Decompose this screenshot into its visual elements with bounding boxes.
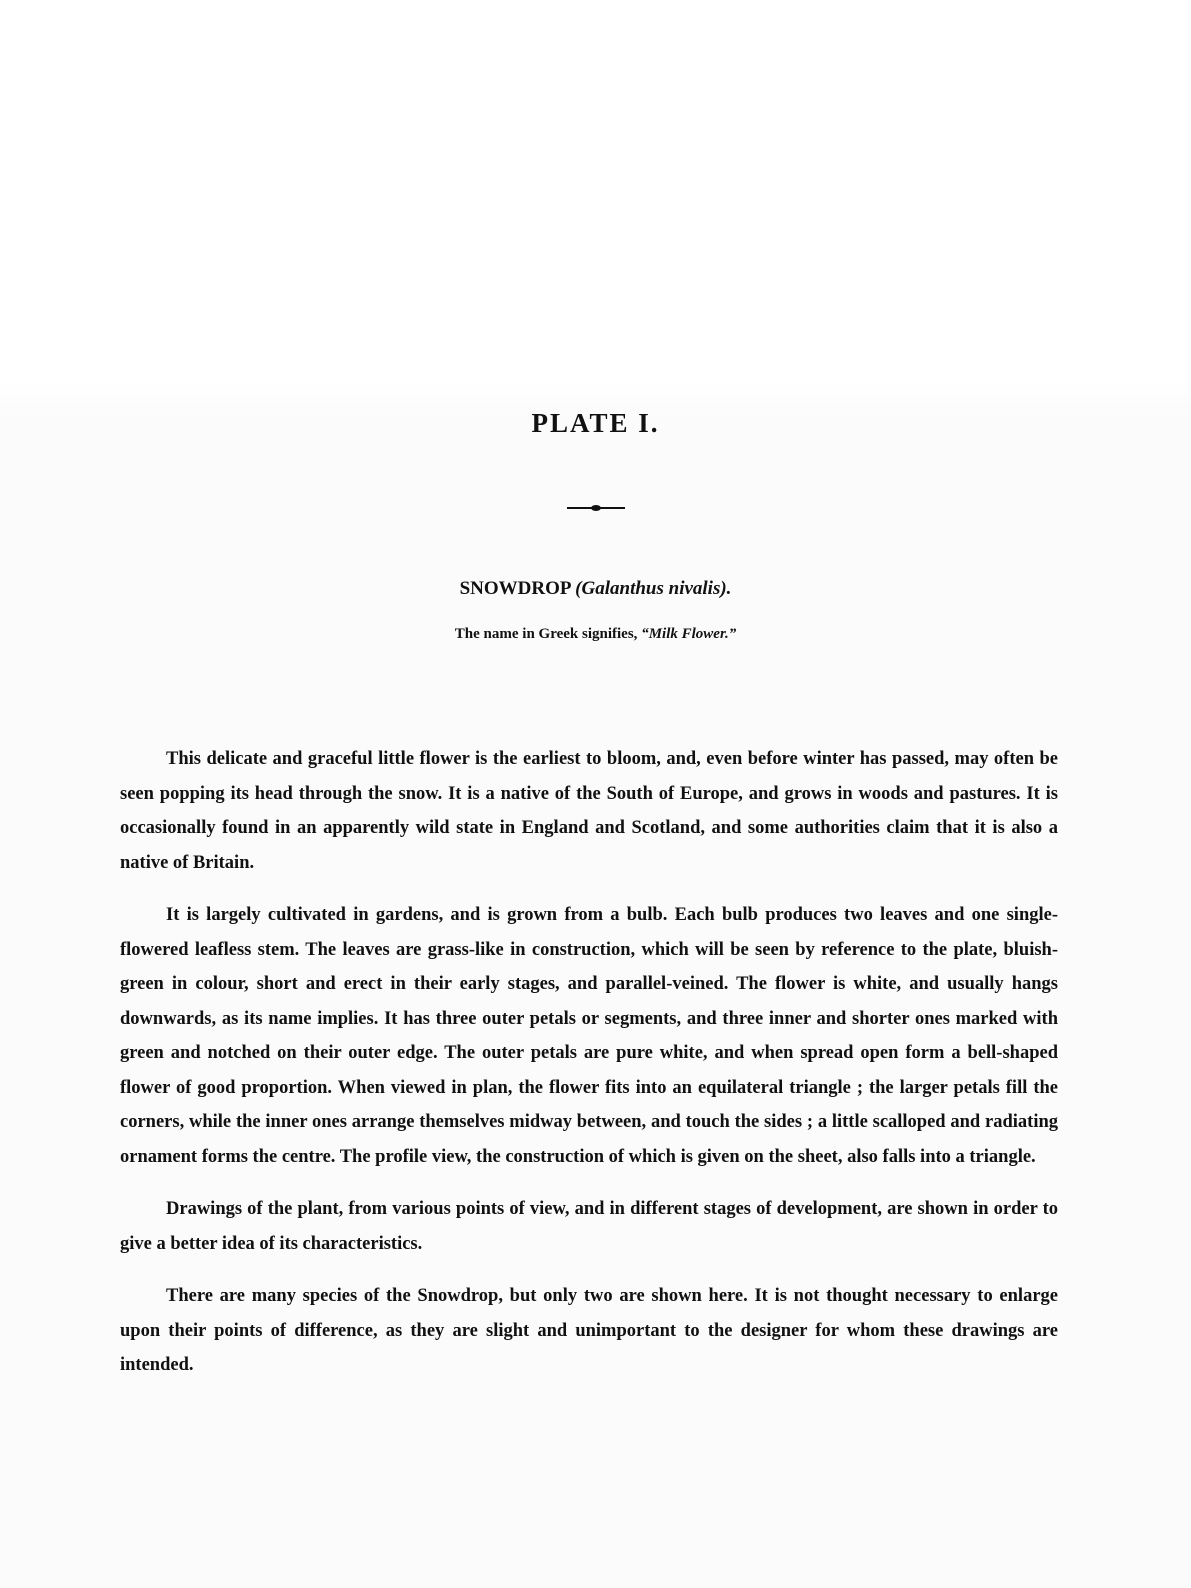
name-meaning-text: The name in Greek signifies,	[454, 626, 642, 642]
name-meaning-quote: “Milk Flower.”	[641, 626, 737, 642]
paragraph-4: There are many species of the Snowdrop, but only two are shown here. It is not thought necessary to enlarge upon their points of difference, as they are slight and unimportant to the designer for whom these drawings are intended.	[120, 1286, 1058, 1375]
paragraph-1: This delicate and graceful little flower is the earliest to bloom, and, even before winter has passed, may often be seen popping its head through the snow. It is a native of the South of Europe, and grows in woods and pastures. It is occasionally found in an apparently wild state in England and Scotland, and some authorities claim that it is also a native of Britain.	[120, 749, 1058, 873]
paragraph-3: Drawings of the plant, from various points of view, and in different stages of development, are shown in order to give a better idea of its characteristics.	[120, 1199, 1058, 1254]
name-meaning	[0, 626, 1191, 643]
subject-heading	[0, 578, 1191, 600]
divider-ornament	[567, 503, 625, 513]
common-name: SNOWDROP	[459, 578, 571, 599]
body-text	[120, 742, 1058, 1401]
plate-title: PLATE I.	[531, 408, 660, 438]
paragraph-2: It is largely cultivated in gardens, and is grown from a bulb. Each bulb produces two leaves and one single-flowered leafless stem. The leaves are grass-like in construction, which will be seen by reference to the plate, bluish-green in colour, short and erect in their early stages, and parallel-veined. The flower is white, and usually hangs downwards, as its name implies. It has three outer petals or segments, and three inner and shorter ones marked with green and notched on their outer edge. The outer petals are pure white, and when spread open form a bell-shaped flower of good proportion. When viewed in plan, the flower fits into an equilateral triangle ; the larger petals fill the corners, while the inner ones arrange themselves midway between, and touch the sides ; a little scalloped and radiating ornament forms the centre. The profile view, the construction of which is given on the sheet, also falls into a triangle.	[120, 905, 1058, 1167]
latin-name: (Galanthus nivalis).	[575, 578, 732, 599]
